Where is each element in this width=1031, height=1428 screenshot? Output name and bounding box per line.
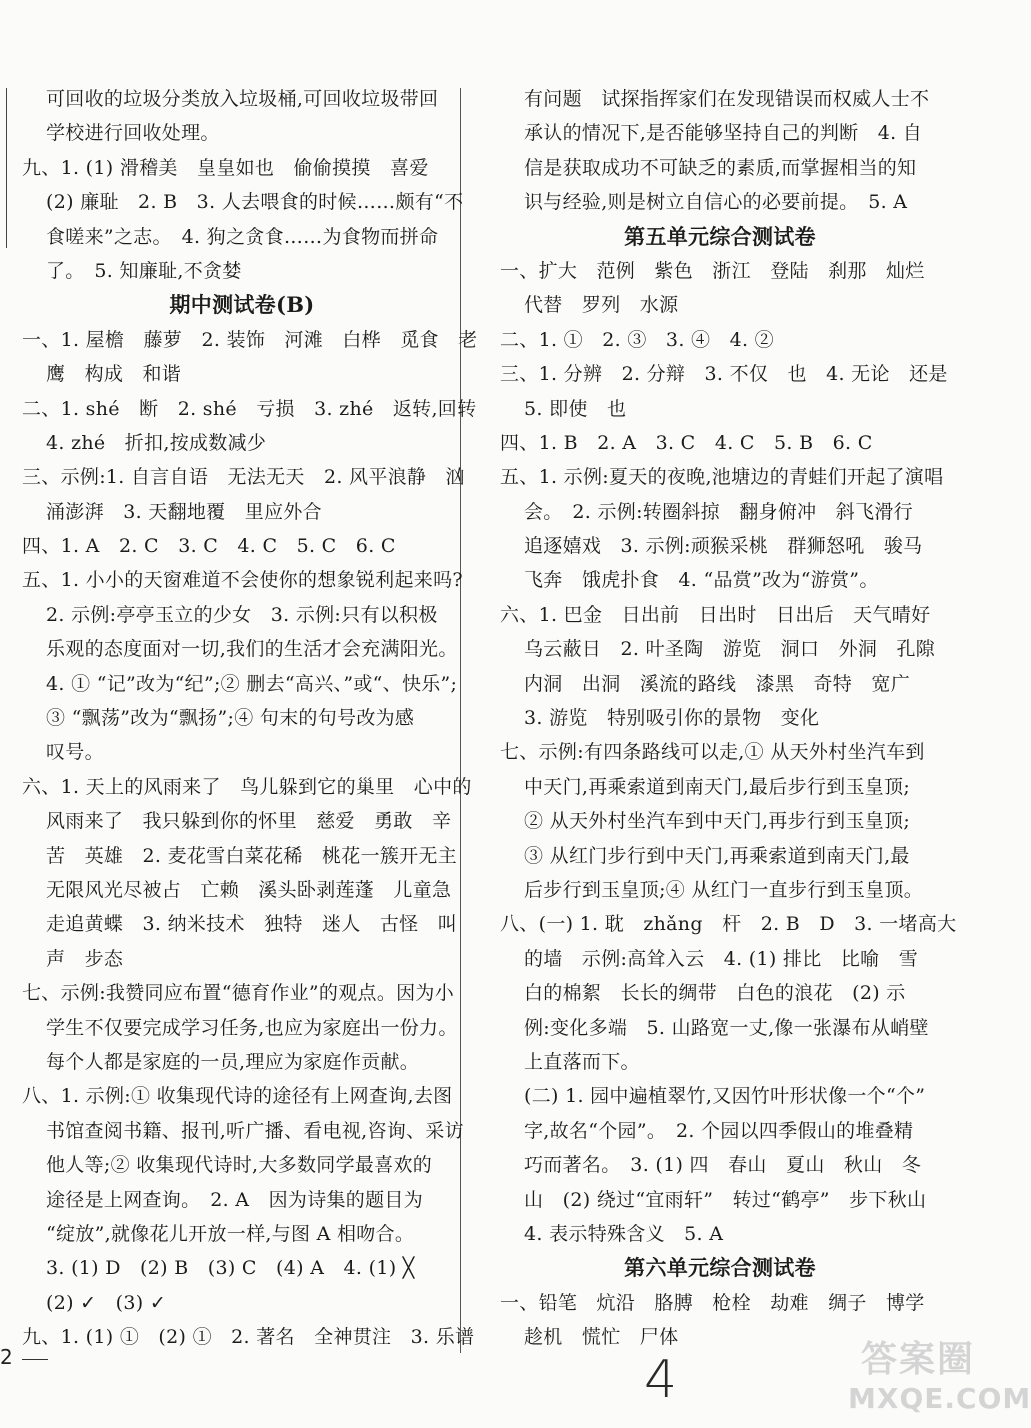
answer-line: 鹰 构成 和谐 [46,363,182,386]
answer-line: 九、1. (1) ① (2) ① 2. 著名 全神贯注 3. 乐谱 [22,1326,475,1349]
answer-line: 乌云蔽日 2. 叶圣陶 游览 洞口 外洞 孔隙 [524,638,936,661]
answer-line: 二、1. shé 断 2. shé 亏损 3. zhé 返转,回转 [22,397,477,420]
answer-line: “绽放”,就像花儿开放一样,与图 A 相吻合。 [46,1222,415,1245]
answer-line: 白的棉絮 长长的绸带 白色的浪花 (2) 示 [524,982,906,1005]
answer-line: 一、铅笔 炕沿 胳膊 枪栓 劫难 绸子 博学 [500,1291,925,1314]
section-title: 期中测试卷(B) [169,292,315,318]
answer-line: (二) 1. 园中遍植翠竹,又因竹叶形状像一个“个” [524,1085,926,1108]
answer-line: 三、示例:1. 自言自语 无法无天 2. 风平浪静 汹 [22,466,465,489]
answer-line: 五、1. 小小的天窗难道不会使你的想象锐利起来吗? [22,569,463,592]
left-column [22,82,478,1354]
answer-line: 一、1. 屋檐 藤萝 2. 装饰 河滩 白桦 觅食 老 [22,328,478,351]
answer-line: 涌澎湃 3. 天翻地覆 里应外合 [46,500,322,523]
answer-line: 六、1. 巴金 日出前 日出时 日出后 天气晴好 [500,603,931,626]
answer-line: 山 (2) 绕过“宜雨轩” 转过“鹤亭” 步下秋山 [524,1188,927,1211]
handwritten-mark: 4 [644,1350,678,1410]
answer-line: 后步行到玉皇顶;④ 从红门一直步行到玉皇顶。 [524,878,924,901]
section-title: 第五单元综合测试卷 [624,223,816,249]
answer-line: 八、(一) 1. 耽 zhǎng 杆 2. B D 3. 一堵高大 [500,913,957,936]
answer-line: 的墙 示例:高耸入云 4. (1) 排比 比喻 雪 [524,947,919,970]
answer-line: 九、1. (1) 滑稽美 皇皇如也 偷偷摸摸 喜爱 [22,156,429,179]
answer-line: 五、1. 示例:夏天的夜晚,池塘边的青蛙们开起了演唱 [500,466,944,489]
answer-line: 有问题 试探指挥家们在发现错误而权威人士不 [524,88,930,110]
answer-line: 途径是上网查询。 2. A 因为诗集的题目为 [46,1188,423,1211]
answer-line: 走追黄蝶 3. 纳米技术 独特 迷人 古怪 叫 [46,913,458,936]
answer-line: 4. zhé 折扣,按成数减少 [46,431,267,454]
answer-line: 六、1. 天上的风雨来了 鸟儿躲到它的巢里 心中的 [22,775,472,798]
answer-line: 2. 示例:亭亭玉立的少女 3. 示例:只有以积极 [46,603,438,626]
answer-line: 风雨来了 我只躲到你的怀里 慈爱 勇敢 辛 [46,810,452,833]
answer-line: 了。 5. 知廉耻,不贪婪 [46,259,242,282]
answer-line: 会。 2. 示例:转圈斜掠 翻身俯冲 斜飞滑行 [524,500,913,523]
answer-line: (2) 廉耻 2. B 3. 人去喂食的时候……颇有“不 [46,191,464,214]
answer-line: 3. (1) D (2) B (3) C (4) A 4. (1) ╳ [46,1257,415,1280]
answer-line: 四、1. A 2. C 3. C 4. C 5. C 6. C [22,535,396,558]
answer-line: 识与经验,则是树立自信心的必要前提。 5. A [524,191,908,214]
answer-line: 上直落而下。 [524,1050,640,1073]
answer-line: 每个人都是家庭的一员,理应为家庭作贡献。 [46,1050,420,1073]
answer-line: 承认的情况下,是否能够坚持自己的判断 4. 自 [524,122,923,145]
answer-line: 声 步态 [46,947,124,970]
answer-line: 代替 罗列 水源 [524,294,679,317]
answer-line: 飞奔 饿虎扑食 4. “品赏”改为“游赏”。 [524,569,879,592]
answer-line: 巧而著名。 3. (1) 四 春山 夏山 秋山 冬 [524,1154,922,1177]
answer-line: 信是获取成功不可缺乏的素质,而掌握相当的知 [524,156,917,179]
right-column [500,82,957,1354]
answer-line: 四、1. B 2. A 3. C 4. C 5. B 6. C [500,431,873,454]
answer-line: ② 从天外村坐汽车到中天门,再步行到玉皇顶; [524,810,911,833]
watermark-bottom-text: MXQE.COM [848,1382,1031,1415]
answer-line: 趁机 慌忙 尸体 [524,1326,679,1349]
watermark-logo [848,1338,1031,1422]
section-title: 第六单元综合测试卷 [624,1255,816,1281]
answer-line: 字,故名“个园”。 2. 个园以四季假山的堆叠精 [524,1119,914,1142]
page-number-dash [22,1359,48,1360]
answer-line: 七、示例:我赞同应布置“德育作业”的观点。因为小 [22,982,455,1005]
answer-line: 4. 表示特殊含义 5. A [524,1222,724,1245]
answer-line: ③ 从红门步行到中天门,再乘索道到南天门,最 [524,844,910,867]
answer-line: 三、1. 分辨 2. 分辩 3. 不仅 也 4. 无论 还是 [500,363,948,386]
answer-line: (2) ✓ (3) ✓ [46,1291,167,1314]
answer-line: 中天门,再乘索道到南天门,最后步行到玉皇顶; [524,775,911,798]
answer-line: 例:变化多端 5. 山路宽一丈,像一张瀑布从峭壁 [524,1016,929,1039]
answer-line: 书馆查阅书籍、报刊,听广播、看电视,咨询、采访 [46,1119,464,1142]
answer-line: 4. ① “记”改为“纪”;② 删去“高兴、”或“、快乐”; [46,672,458,695]
answer-line: 叹号。 [46,741,104,764]
answer-line: 食嗟来”之志。 4. 狗之贪食……为食物而拼命 [46,225,439,248]
answer-line: 追逐嬉戏 3. 示例:顽猴采桃 群狮怒吼 骏马 [524,535,923,558]
answer-line: 苦 英雄 2. 麦花雪白菜花稀 桃花一簇开无主 [46,844,458,867]
answer-line: 他人等;② 收集现代诗时,大多数同学最喜欢的 [46,1154,433,1177]
left-margin-rule [6,88,7,248]
answer-line: 乐观的态度面对一切,我们的生活才会充满阳光。 [46,638,458,661]
answer-line: 学生不仅要完成学习任务,也应为家庭出一份力。 [46,1016,458,1039]
answer-line: 3. 游览 特别吸引你的景物 变化 [524,707,820,730]
page-number: 2 [0,1345,13,1369]
answer-line: ③ “飘荡”改为“飘扬”;④ 句末的句号改为感 [46,707,415,730]
watermark-top-text: 答案圈 [860,1339,975,1380]
answer-line: 一、扩大 范例 紫色 浙江 登陆 刹那 灿烂 [500,259,925,282]
answer-line: 无限风光尽被占 亡赖 溪头卧剥莲蓬 儿童急 [46,878,452,901]
answer-line: 七、示例:有四条路线可以走,① 从天外村坐汽车到 [500,741,925,764]
answer-line: 内洞 出洞 溪流的路线 漆黑 奇特 宽广 [524,672,911,695]
answer-line: 学校进行回收处理。 [46,122,220,145]
answer-line: 可回收的垃圾分类放入垃圾桶,可回收垃圾带回 [46,88,439,110]
answer-line: 八、1. 示例:① 收集现代诗的途径有上网查询,去图 [22,1085,453,1108]
answer-line: 5. 即使 也 [524,397,627,420]
answer-line: 二、1. ① 2. ③ 3. ④ 4. ② [500,328,774,351]
